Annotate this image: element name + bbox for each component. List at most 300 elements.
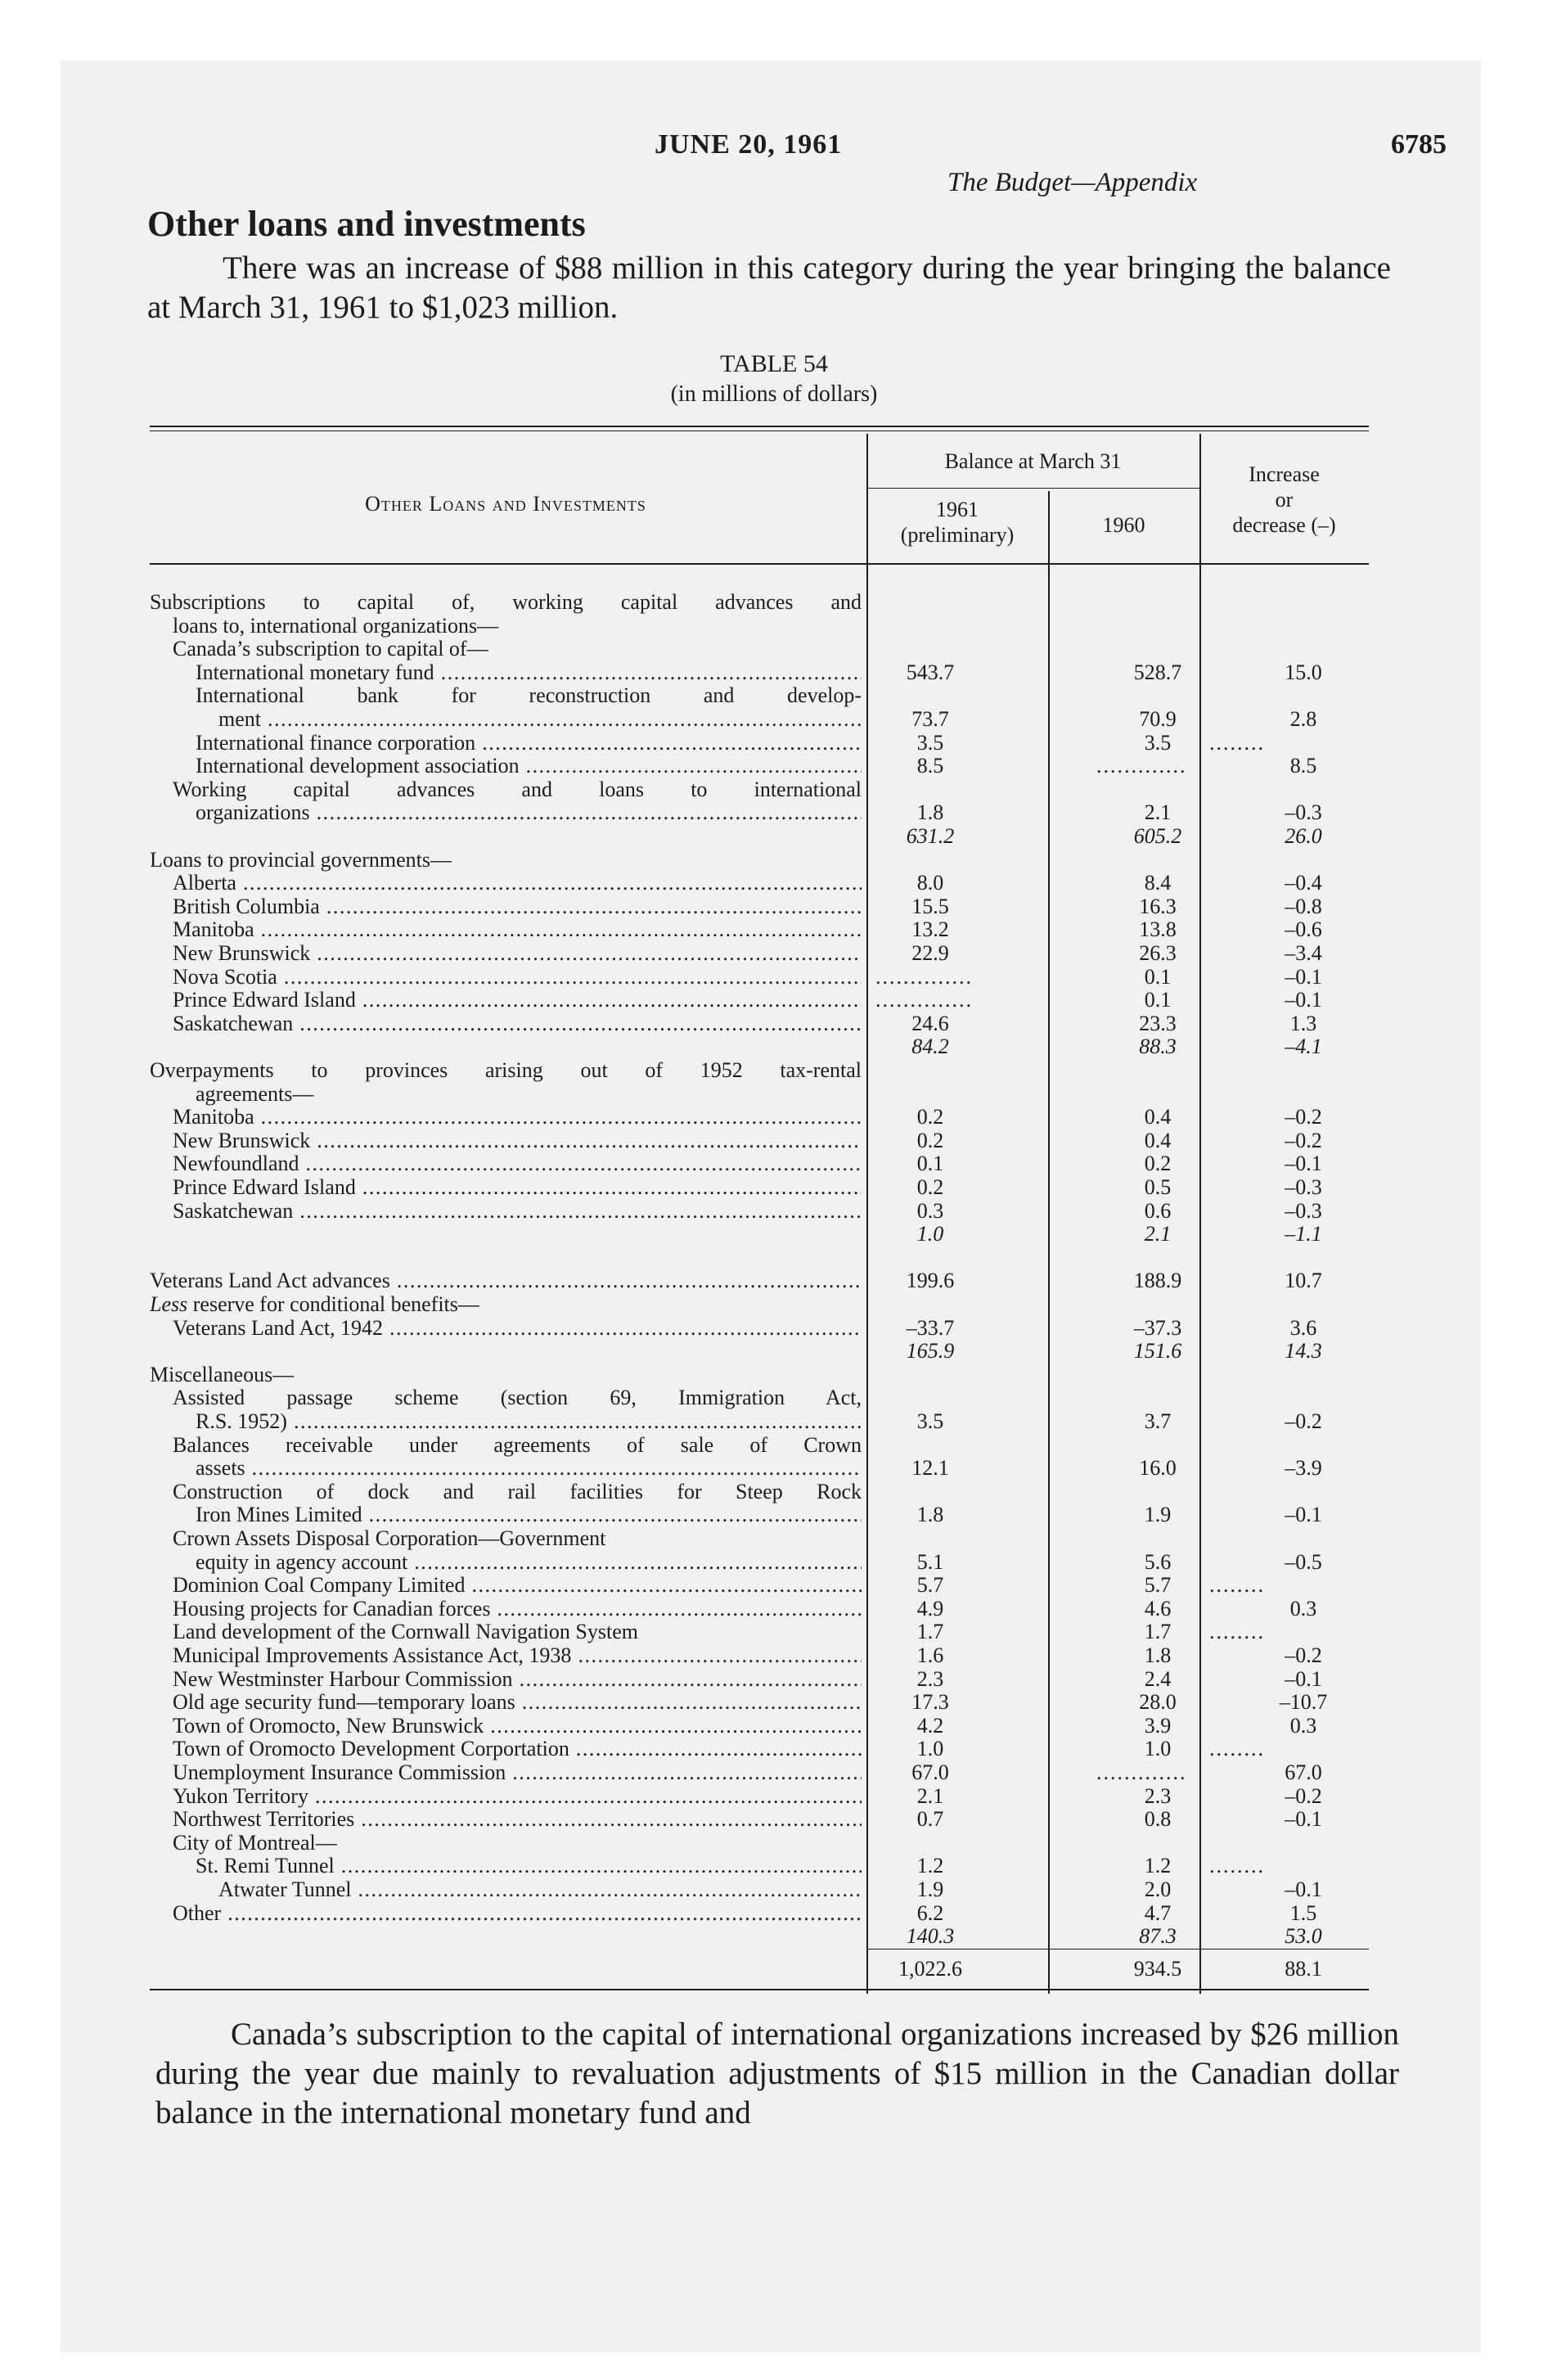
row-label-text: Saskatchewan	[173, 1011, 294, 1035]
table-title: TABLE 54	[720, 350, 828, 377]
row-label	[150, 847, 862, 872]
value-change: –0.2	[1285, 1128, 1322, 1152]
table-row	[0, 589, 1548, 615]
col-1960-header: 1960	[1102, 513, 1145, 537]
value-change: –0.1	[1285, 1666, 1322, 1691]
col-change-header-2: or	[1275, 488, 1294, 512]
row-label-text: Yukon Territory	[173, 1783, 308, 1808]
table-row	[0, 1198, 1548, 1224]
value-1960: 87.3	[1139, 1924, 1177, 1949]
value-1960: 8.4	[1144, 871, 1172, 895]
row-label	[196, 1549, 862, 1575]
header-bottom-rule	[150, 563, 1369, 565]
col-change-header-1: Increase	[1249, 462, 1320, 486]
table-row	[0, 1081, 1548, 1107]
value-1961: –33.7	[906, 1315, 955, 1340]
row-label	[150, 1291, 862, 1317]
value-1960: 0.5	[1144, 1175, 1172, 1199]
row-label-text: Working capital advances and loans to international	[173, 777, 862, 801]
grand-total-row	[0, 1956, 1548, 1981]
value-1961: 24.6	[911, 1011, 949, 1035]
value-1961: 17.3	[911, 1690, 949, 1715]
value-1961: 67.0	[911, 1760, 949, 1784]
row-label-text: Land development of the Cornwall Navigation System	[173, 1620, 638, 1644]
table-row	[0, 777, 1548, 802]
value-change: –0.8	[1285, 894, 1322, 918]
row-label-text: Canada’s subscription to capital of—	[173, 637, 488, 661]
closing-paragraph: Canada’s subscription to the capital of international organizations increased by $26 million during the year due mainly to revaluation adjustments of $15 million in the Canadian dollar balance in the international monetary fund and	[155, 2017, 1399, 2130]
value-change: –0.4	[1285, 871, 1322, 895]
row-label-text: Other	[173, 1900, 222, 1925]
grand-total-1960: 934.5	[1133, 1957, 1182, 1981]
table-row	[0, 1479, 1548, 1504]
row-label	[173, 1432, 862, 1458]
row-label-text: St. Remi Tunnel	[196, 1854, 335, 1878]
row-label	[173, 987, 862, 1012]
value-1961: 3.5	[916, 730, 944, 755]
row-label-text: City of Montreal—	[173, 1830, 337, 1855]
row-label-text: Town of Oromocto, New Brunswick	[173, 1713, 484, 1738]
value-change: 8.5	[1289, 754, 1317, 778]
row-label	[150, 1268, 862, 1293]
row-label-text: International monetary fund	[196, 660, 434, 684]
table-row	[0, 1713, 1548, 1738]
value-change: –4.1	[1285, 1034, 1322, 1059]
value-1960: 1.9	[1144, 1503, 1172, 1527]
table-bottom-rule	[150, 1989, 1369, 1990]
table-row	[0, 894, 1548, 919]
row-label-text: Manitoba	[173, 1105, 254, 1129]
value-1961: ..............	[875, 964, 973, 989]
row-label-text: agreements—	[196, 1081, 314, 1106]
table-row	[0, 940, 1548, 966]
value-1960: 0.2	[1144, 1152, 1172, 1176]
row-label-text: Newfoundland	[173, 1152, 299, 1176]
value-change: 67.0	[1285, 1760, 1322, 1784]
row-label	[173, 1011, 862, 1036]
value-1960: 5.7	[1144, 1573, 1172, 1598]
value-1961: 22.9	[911, 941, 949, 965]
value-change: –0.6	[1285, 917, 1322, 942]
row-label	[173, 964, 862, 989]
table-row	[0, 1643, 1548, 1668]
value-1960: 528.7	[1133, 660, 1182, 684]
value-1960: 1.7	[1144, 1620, 1172, 1644]
row-label	[173, 1315, 862, 1341]
value-1960: 5.6	[1144, 1549, 1172, 1574]
value-1961: 543.7	[906, 660, 955, 684]
row-label-text: Saskatchewan	[173, 1198, 294, 1223]
row-label-text: Construction of dock and rail facilities for Steep Rock	[173, 1479, 862, 1503]
row-label	[173, 1174, 862, 1200]
value-change: –10.7	[1279, 1690, 1328, 1715]
value-1960: 151.6	[1133, 1339, 1182, 1364]
row-label-text: International bank for reconstruction and develop-	[196, 683, 862, 708]
table-row	[0, 1104, 1548, 1129]
value-1961: 4.2	[916, 1713, 944, 1738]
table-row	[0, 1268, 1548, 1293]
row-label	[196, 800, 862, 825]
row-label-text: British Columbia	[173, 894, 320, 918]
value-1960: 2.1	[1144, 1222, 1172, 1246]
value-1960: 188.9	[1133, 1269, 1182, 1293]
row-label-text: New Westminster Harbour Commission	[173, 1666, 513, 1691]
table-row	[0, 1011, 1548, 1036]
value-1960: 605.2	[1133, 824, 1182, 848]
row-label	[196, 1409, 862, 1434]
total-rule	[866, 1949, 1369, 1950]
table-row	[0, 1736, 1548, 1761]
table-row	[0, 964, 1548, 989]
row-label	[173, 1666, 862, 1692]
table-row	[0, 987, 1548, 1012]
value-1960: 0.1	[1144, 964, 1172, 989]
value-1961: 0.3	[916, 1198, 944, 1223]
value-1960: 3.9	[1144, 1713, 1172, 1738]
value-change: –0.3	[1285, 800, 1322, 825]
value-1960: 1.2	[1144, 1854, 1172, 1878]
table-row	[0, 1128, 1548, 1153]
grand-total-change: 88.1	[1285, 1957, 1322, 1981]
table-top-rule	[150, 426, 1369, 427]
row-label	[150, 1362, 862, 1387]
value-change: 1.3	[1289, 1011, 1317, 1035]
row-label	[173, 613, 862, 638]
value-1961: 8.0	[916, 871, 944, 895]
row-label	[173, 1619, 862, 1644]
row-label-text: assets	[196, 1456, 245, 1481]
value-1961: 1.8	[916, 800, 944, 825]
row-label	[173, 1104, 862, 1129]
table-row	[0, 706, 1548, 732]
row-label	[173, 1736, 862, 1761]
table-row	[0, 1572, 1548, 1598]
col-1961-header: 1961	[936, 498, 979, 521]
subtotal-row	[0, 1923, 1548, 1949]
row-label	[196, 1853, 862, 1878]
table-row	[0, 847, 1548, 872]
value-1961: 1.8	[916, 1503, 944, 1527]
value-1961: 199.6	[906, 1269, 955, 1293]
table-row	[0, 1174, 1548, 1200]
row-label-text: organizations	[196, 800, 310, 825]
value-1961: 1.0	[916, 1222, 944, 1246]
table-row	[0, 730, 1548, 755]
row-label-text: reserve for conditional benefits—	[192, 1292, 479, 1316]
value-1961: 1.2	[916, 1854, 944, 1878]
value-change: –0.1	[1285, 988, 1322, 1012]
value-1961: 1.7	[916, 1620, 944, 1644]
value-1961: 2.3	[916, 1666, 944, 1691]
row-label-text: Manitoba	[173, 917, 254, 942]
row-label-text: Housing projects for Canadian forces	[173, 1596, 491, 1620]
value-change: –0.2	[1285, 1409, 1322, 1433]
page-date: JUNE 20, 1961	[655, 129, 843, 160]
table-row	[0, 1830, 1548, 1855]
value-1960: 0.4	[1144, 1105, 1172, 1129]
value-1961: 631.2	[906, 824, 955, 848]
row-label	[173, 777, 862, 802]
row-label	[196, 1502, 862, 1527]
value-1960: 1.0	[1144, 1737, 1172, 1761]
table-row	[0, 1432, 1548, 1458]
row-label-text: Overpayments to provinces arising out of 1952 tax-rental	[150, 1058, 862, 1082]
balance-header-rule	[866, 488, 1199, 489]
row-label-text: New Brunswick	[173, 941, 311, 965]
table-row	[0, 1806, 1548, 1832]
row-label	[150, 1057, 862, 1083]
value-change: –0.2	[1285, 1105, 1322, 1129]
table-row	[0, 753, 1548, 778]
table-row	[0, 1291, 1548, 1317]
row-label-text: Miscellaneous—	[150, 1362, 295, 1386]
row-label	[173, 1783, 862, 1809]
value-change: 53.0	[1285, 1924, 1322, 1949]
row-label	[173, 917, 862, 942]
table-row	[0, 1900, 1548, 1926]
value-change: –1.1	[1285, 1222, 1322, 1246]
value-1960: 28.0	[1139, 1690, 1177, 1715]
row-label	[173, 1760, 862, 1785]
row-label-text: Dominion Coal Company Limited	[173, 1573, 466, 1598]
value-change: 0.3	[1289, 1596, 1317, 1620]
value-1961: 84.2	[911, 1034, 949, 1059]
table-row	[0, 1409, 1548, 1434]
subtotal-row	[0, 823, 1548, 849]
value-change: –0.1	[1285, 964, 1322, 989]
subtotal-row	[0, 1034, 1548, 1059]
table-row	[0, 1596, 1548, 1621]
row-label	[173, 1479, 862, 1504]
row-label	[173, 1806, 862, 1832]
value-1960: 2.3	[1144, 1783, 1172, 1808]
row-label-text: Prince Edward Island	[173, 1175, 356, 1199]
value-1961: 6.2	[916, 1900, 944, 1925]
table-top-rule-thin	[150, 430, 1369, 431]
row-label-text: Loans to provincial governments—	[150, 847, 452, 872]
row-label	[196, 660, 862, 685]
table-row	[0, 660, 1548, 685]
value-change: 26.0	[1285, 824, 1322, 848]
row-label	[173, 1596, 862, 1621]
value-1961: 1.0	[916, 1737, 944, 1761]
section-heading: Other loans and investments	[147, 204, 586, 244]
row-label	[173, 1198, 862, 1224]
value-change: –0.3	[1285, 1175, 1322, 1199]
table-row	[0, 1315, 1548, 1341]
value-1960: 4.7	[1144, 1900, 1172, 1925]
value-1960: 16.0	[1139, 1456, 1177, 1481]
value-1960: 70.9	[1139, 707, 1177, 731]
table-row	[0, 683, 1548, 708]
value-1961: 4.9	[916, 1596, 944, 1620]
row-label	[173, 1526, 862, 1551]
row-label-text: Iron Mines Limited	[196, 1503, 362, 1527]
grand-total-1961: 1,022.6	[898, 1957, 962, 1981]
row-label-text: International finance corporation	[196, 730, 476, 755]
value-1961: 0.7	[916, 1807, 944, 1832]
value-1960: 2.0	[1144, 1877, 1172, 1901]
value-1960: 2.1	[1144, 800, 1172, 825]
value-1960: 2.4	[1144, 1666, 1172, 1691]
value-1960: 1.8	[1144, 1643, 1172, 1667]
table-row	[0, 1362, 1548, 1387]
value-1960: 3.5	[1144, 730, 1172, 755]
value-change: –0.1	[1285, 1503, 1322, 1527]
row-label-text: loans to, international organizations—	[173, 613, 499, 638]
table-row	[0, 613, 1548, 638]
row-label	[196, 683, 862, 708]
value-change: 1.5	[1289, 1900, 1317, 1925]
row-label	[218, 1877, 862, 1902]
row-label-prefix: Less	[150, 1292, 188, 1316]
row-label	[196, 730, 862, 755]
table-row	[0, 800, 1548, 825]
value-1960: 0.4	[1144, 1128, 1172, 1152]
row-label-text: Veterans Land Act advances	[150, 1269, 390, 1293]
value-1960: .............	[1096, 1760, 1187, 1784]
table-row	[0, 917, 1548, 942]
value-change: 14.3	[1285, 1339, 1322, 1364]
table-row	[0, 1502, 1548, 1527]
table-row	[0, 1877, 1548, 1902]
subtotal-row	[0, 1221, 1548, 1246]
row-label	[173, 1151, 862, 1176]
value-1961: 1.6	[916, 1643, 944, 1667]
intro-paragraph: There was an increase of $88 million in this category during the year bringing the balance at March 31, 1961 to $1,023 million.	[147, 250, 1391, 325]
value-change: –0.2	[1285, 1783, 1322, 1808]
value-1961: 5.1	[916, 1549, 944, 1574]
stub-header: Other Loans and Investments	[365, 492, 646, 516]
row-label	[196, 1081, 862, 1107]
value-change: ........	[1209, 1737, 1265, 1761]
row-label	[173, 1128, 862, 1153]
row-label-text: Assisted passage scheme (section 69, Immigration Act,	[173, 1386, 862, 1410]
value-1961: 0.1	[916, 1152, 944, 1176]
value-change: –3.4	[1285, 941, 1322, 965]
value-1961: 165.9	[906, 1339, 955, 1364]
table-row	[0, 1853, 1548, 1878]
value-change: –0.5	[1285, 1549, 1322, 1574]
value-change: 10.7	[1285, 1269, 1322, 1293]
row-label-text: International development association	[196, 754, 520, 778]
value-1960: 3.7	[1144, 1409, 1172, 1433]
row-label-text: Town of Oromocto Development Corportation	[173, 1737, 569, 1761]
value-1961: 0.2	[916, 1175, 944, 1199]
row-label	[173, 1643, 862, 1668]
value-1960: 88.3	[1139, 1034, 1177, 1059]
value-change: –0.1	[1285, 1807, 1322, 1832]
row-label-text: Nova Scotia	[173, 964, 277, 989]
row-label	[150, 589, 862, 615]
value-1960: .............	[1096, 754, 1187, 778]
value-change: 0.3	[1289, 1713, 1317, 1738]
balance-header: Balance at March 31	[944, 449, 1122, 473]
row-label	[173, 1689, 862, 1715]
subtotal-row	[0, 1338, 1548, 1364]
value-change: 15.0	[1285, 660, 1322, 684]
row-label-text: Old age security fund—temporary loans	[173, 1690, 515, 1715]
table-row	[0, 1057, 1548, 1083]
table-row	[0, 1689, 1548, 1715]
table-row	[0, 1385, 1548, 1410]
value-change: ........	[1209, 730, 1265, 755]
row-label-text: ment	[218, 707, 261, 731]
col-change-header-3: decrease (–)	[1232, 513, 1336, 537]
value-1960: 26.3	[1139, 941, 1177, 965]
row-label	[196, 1455, 862, 1481]
value-change: ........	[1209, 1854, 1265, 1878]
value-1961: 73.7	[911, 707, 949, 731]
row-label	[173, 940, 862, 966]
row-label	[218, 706, 862, 732]
row-label-text: Subscriptions to capital of, working capital advances and	[150, 590, 862, 614]
row-label	[173, 1830, 862, 1855]
row-label-text: Veterans Land Act, 1942	[173, 1315, 384, 1340]
row-label-text: Crown Assets Disposal Corporation—Government	[173, 1526, 606, 1550]
row-label	[173, 870, 862, 895]
table-unit: (in millions of dollars)	[670, 381, 878, 407]
row-label	[173, 1713, 862, 1738]
value-1961: 0.2	[916, 1105, 944, 1129]
table-row	[0, 1151, 1548, 1176]
table-row	[0, 1455, 1548, 1481]
value-1960: 16.3	[1139, 894, 1177, 918]
value-1961: ..............	[875, 988, 973, 1012]
value-1960: 0.1	[1144, 988, 1172, 1012]
row-label-text: equity in agency account	[196, 1549, 408, 1574]
table-row	[0, 1526, 1548, 1551]
page-number: 6785	[1391, 129, 1447, 160]
value-1961: 0.2	[916, 1128, 944, 1152]
row-label-text: Unemployment Insurance Commission	[173, 1760, 506, 1784]
table-row	[0, 636, 1548, 661]
row-label	[173, 636, 862, 661]
value-1961: 3.5	[916, 1409, 944, 1433]
table-row	[0, 1666, 1548, 1692]
value-1961: 5.7	[916, 1573, 944, 1598]
row-label-text: Prince Edward Island	[173, 988, 356, 1012]
row-label-text: R.S. 1952)	[196, 1409, 287, 1433]
value-change: –0.3	[1285, 1198, 1322, 1223]
running-title: The Budget—Appendix	[947, 168, 1198, 197]
value-1960: 4.6	[1144, 1596, 1172, 1620]
col-1961-note: (preliminary)	[900, 523, 1015, 547]
row-label-text: Northwest Territories	[173, 1807, 355, 1832]
value-1961: 13.2	[911, 917, 949, 942]
value-change: –3.9	[1285, 1456, 1322, 1481]
value-1960: 23.3	[1139, 1011, 1177, 1035]
value-1961: 140.3	[906, 1924, 955, 1949]
value-1961: 15.5	[911, 894, 949, 918]
row-label-text: Alberta	[173, 871, 236, 895]
value-1960: 0.6	[1144, 1198, 1172, 1223]
value-change: –0.1	[1285, 1152, 1322, 1176]
value-change: –0.2	[1285, 1643, 1322, 1667]
value-1960: –37.3	[1133, 1315, 1182, 1340]
value-change: 2.8	[1289, 707, 1317, 731]
table-row	[0, 1619, 1548, 1644]
value-change: 3.6	[1289, 1315, 1317, 1340]
row-label-text: Balances receivable under agreements of sale of Crown	[173, 1432, 862, 1457]
row-label	[173, 1385, 862, 1410]
table-row	[0, 1245, 1548, 1270]
value-1961: 1.9	[916, 1877, 944, 1901]
value-1961: 2.1	[916, 1783, 944, 1808]
value-1960: 13.8	[1139, 917, 1177, 942]
row-label	[173, 1572, 862, 1598]
value-change: ........	[1209, 1573, 1265, 1598]
